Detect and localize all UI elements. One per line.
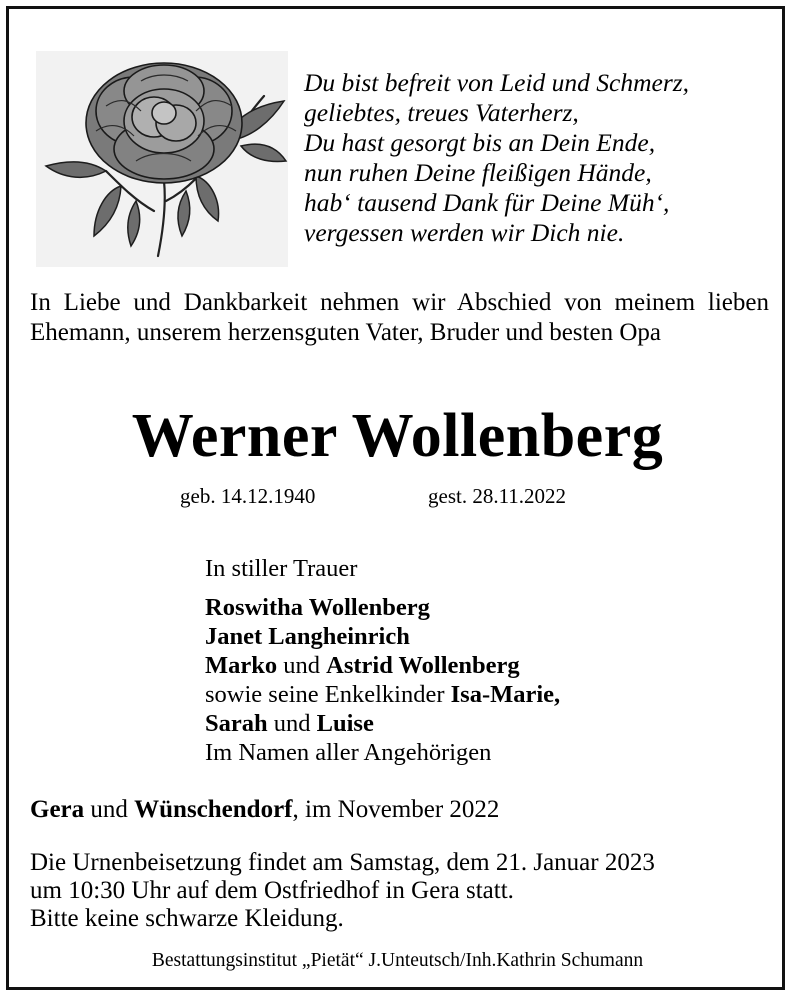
death-date: gest. 28.11.2022 — [428, 484, 567, 508]
conjunction: und — [277, 652, 327, 679]
burial-notice — [30, 849, 655, 933]
mourner-line — [205, 709, 560, 738]
funeral-home-credit: Bestattungsinstitut „Pietät“ J.Unteutsch/Inh.Kathrin Schumann — [151, 950, 644, 971]
poem-line: Du bist befreit von Leid und Schmerz, — [304, 68, 690, 97]
deceased-name: Werner Wollenberg — [131, 402, 664, 470]
city-name: Wünschendorf — [134, 796, 293, 823]
poem-line: geliebtes, treues Vaterherz, — [304, 98, 579, 127]
place-date-line — [30, 795, 499, 825]
mourner-line — [205, 622, 560, 651]
poem-line: nun ruhen Deine fleißigen Hände, — [304, 158, 652, 187]
city-name: Gera — [30, 796, 85, 823]
mourner-name: Luise — [316, 710, 374, 737]
conjunction: und — [267, 710, 317, 737]
date-text: , im November 2022 — [292, 796, 500, 823]
notice-line: Die Urnenbeisetzung findet am Samstag, dem 21. Januar 2023 — [30, 849, 655, 876]
poem-line: hab‘ tausend Dank für Deine Müh‘, — [304, 188, 670, 217]
mourners-list — [205, 554, 560, 767]
mourner-line — [205, 593, 560, 622]
mourner-line — [205, 651, 560, 680]
mourning-heading: In stiller Trauer — [205, 555, 358, 582]
notice-line: Bitte keine schwarze Kleidung. — [30, 905, 344, 932]
peony-flower-icon — [36, 51, 288, 267]
mourner-name: Janet Langheinrich — [205, 623, 410, 650]
mourner-name: Isa-Marie, — [450, 681, 561, 708]
mourner-line — [205, 680, 560, 709]
notice-line: um 10:30 Uhr auf dem Ostfriedhof in Gera statt. — [30, 877, 514, 904]
birth-date: geb. 14.12.1940 — [180, 484, 316, 508]
grandchildren-label: sowie seine Enkelkinder — [205, 681, 451, 708]
conjunction: und — [84, 796, 135, 823]
mourner-name: Roswitha Wollenberg — [205, 594, 430, 621]
mourner-name: Astrid Wollenberg — [326, 652, 520, 679]
mourner-line: Im Namen aller Angehörigen — [205, 739, 492, 766]
poem-line: Du hast gesorgt bis an Dein Ende, — [304, 128, 656, 157]
memorial-poem — [304, 68, 689, 248]
mourner-name: Sarah — [205, 710, 268, 737]
intro-text: In Liebe und Dankbarkeit nehmen wir Abschied von meinem lieben Ehemann, unserem herzensguten Vater, Bruder und besten Opa — [30, 289, 769, 346]
mourner-name: Marko — [205, 652, 278, 679]
poem-line: vergessen werden wir Dich nie. — [304, 218, 625, 247]
